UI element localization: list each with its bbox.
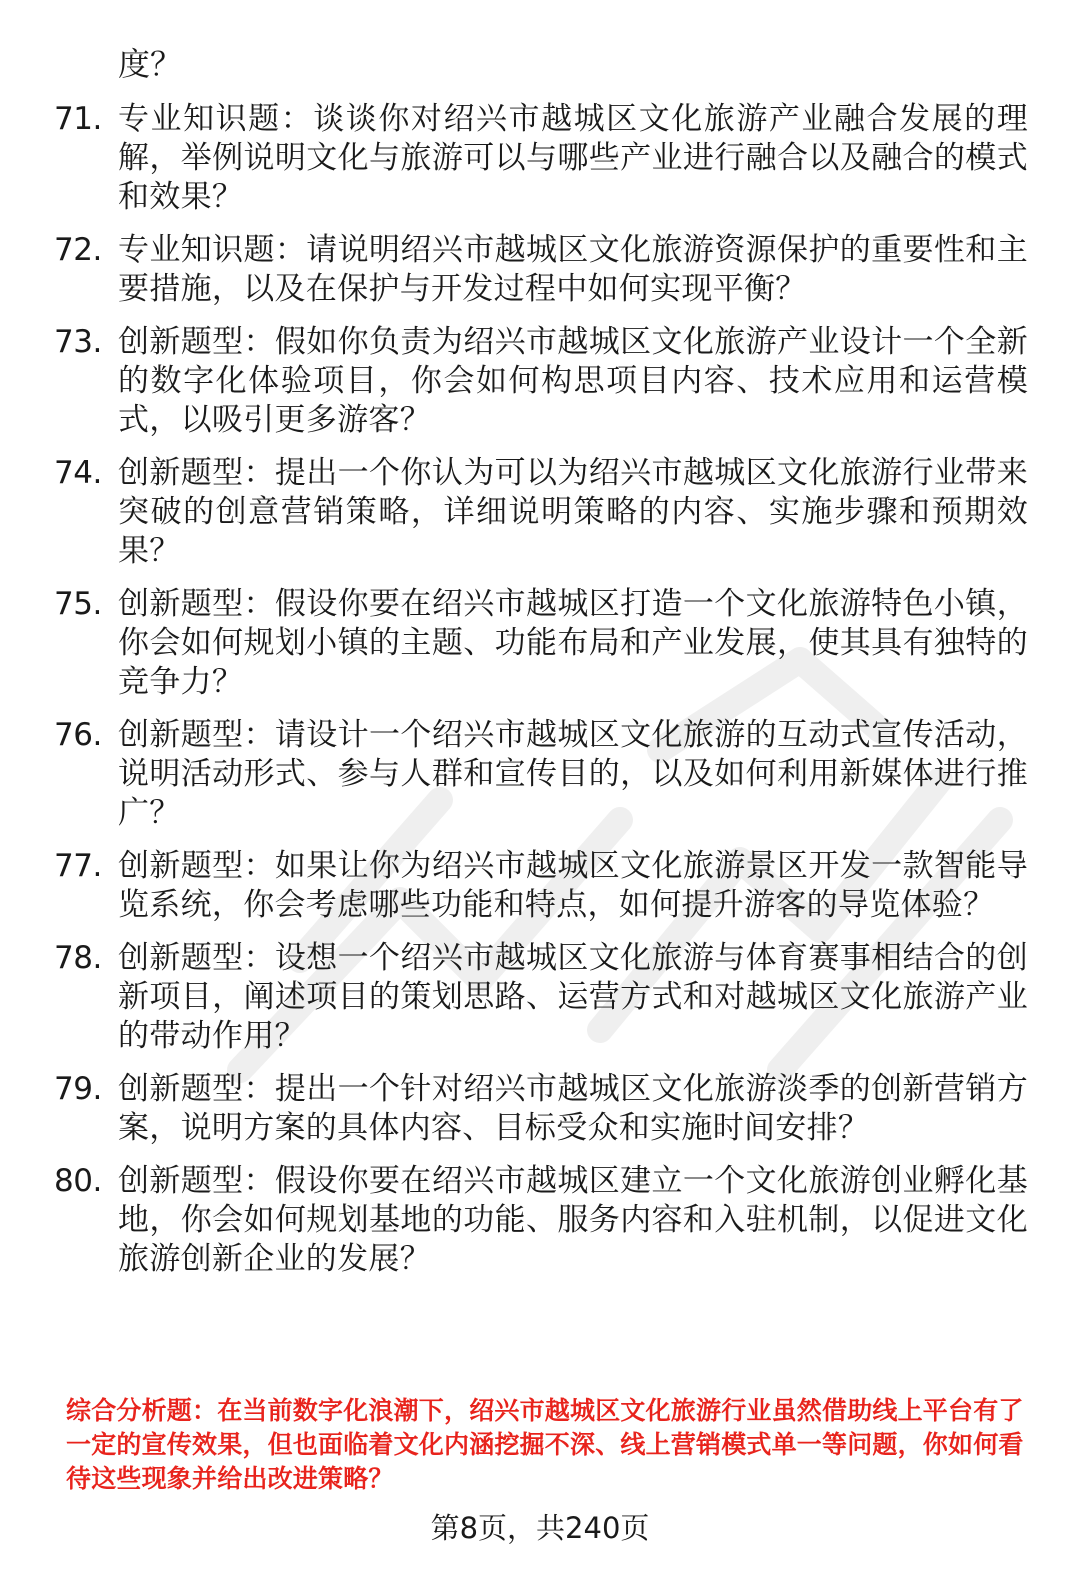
question-number: 76. bbox=[54, 717, 102, 753]
question-text: 创新题型：如果让你为绍兴市越城区文化旅游景区开发一款智能导览系统，你会考虑哪些功能和特点，如何提升游客的导览体验？ bbox=[118, 848, 1028, 923]
question-text: 创新题型：请设计一个绍兴市越城区文化旅游的互动式宣传活动，说明活动形式、参与人群和宣传目的，以及如何利用新媒体进行推广？ bbox=[118, 717, 1028, 831]
question-item bbox=[0, 231, 1080, 309]
question-item bbox=[0, 847, 1080, 925]
question-item bbox=[0, 1162, 1080, 1279]
question-text: 创新题型：假如你负责为绍兴市越城区文化旅游产业设计一个全新的数字化体验项目，你会如何构思项目内容、技术应用和运营模式，以吸引更多游客？ bbox=[118, 324, 1028, 438]
question-text: 专业知识题：请说明绍兴市越城区文化旅游资源保护的重要性和主要措施，以及在保护与开发过程中如何实现平衡？ bbox=[118, 232, 1028, 307]
question-item bbox=[0, 323, 1080, 440]
question-number: 78. bbox=[54, 940, 102, 976]
question-number: 80. bbox=[54, 1163, 102, 1199]
question-number: 74. bbox=[54, 455, 102, 491]
question-text: 创新题型：设想一个绍兴市越城区文化旅游与体育赛事相结合的创新项目，阐述项目的策划思路、运营方式和对越城区文化旅游产业的带动作用？ bbox=[118, 940, 1028, 1054]
continued-text: 度？ bbox=[118, 45, 183, 83]
question-text: 创新题型：提出一个针对绍兴市越城区文化旅游淡季的创新营销方案，说明方案的具体内容、目标受众和实施时间安排？ bbox=[118, 1071, 1028, 1146]
question-number: 72. bbox=[54, 232, 102, 268]
question-number: 71. bbox=[54, 101, 102, 137]
question-item bbox=[0, 585, 1080, 702]
question-text: 创新题型：提出一个你认为可以为绍兴市越城区文化旅游行业带来突破的创意营销策略，详细说明策略的内容、实施步骤和预期效果？ bbox=[118, 455, 1028, 569]
question-number: 79. bbox=[54, 1071, 102, 1107]
question-item bbox=[0, 454, 1080, 571]
question-text: 创新题型：假设你要在绍兴市越城区建立一个文化旅游创业孵化基地，你会如何规划基地的功能、服务内容和入驻机制，以促进文化旅游创新企业的发展？ bbox=[118, 1163, 1028, 1277]
question-text: 创新题型：假设你要在绍兴市越城区打造一个文化旅游特色小镇，你会如何规划小镇的主题、功能布局和产业发展，使其具有独特的竞争力？ bbox=[118, 586, 1028, 700]
question-item bbox=[0, 1070, 1080, 1148]
question-number: 73. bbox=[54, 324, 102, 360]
page-number-footer: 第8页，共240页 bbox=[430, 1511, 650, 1545]
analysis-question: 综合分析题：在当前数字化浪潮下，绍兴市越城区文化旅游行业虽然借助线上平台有了一定的宣传效果，但也面临着文化内涵挖掘不深、线上营销模式单一等问题，你如何看待这些现象并给出改进策略？ bbox=[66, 1396, 1024, 1493]
question-item bbox=[0, 716, 1080, 833]
question-item bbox=[0, 100, 1080, 217]
question-item bbox=[0, 939, 1080, 1056]
question-list bbox=[0, 100, 1080, 1293]
question-text: 专业知识题：谈谈你对绍兴市越城区文化旅游产业融合发展的理解，举例说明文化与旅游可以与哪些产业进行融合以及融合的模式和效果？ bbox=[118, 101, 1028, 215]
question-number: 77. bbox=[54, 848, 102, 884]
question-number: 75. bbox=[54, 586, 102, 622]
